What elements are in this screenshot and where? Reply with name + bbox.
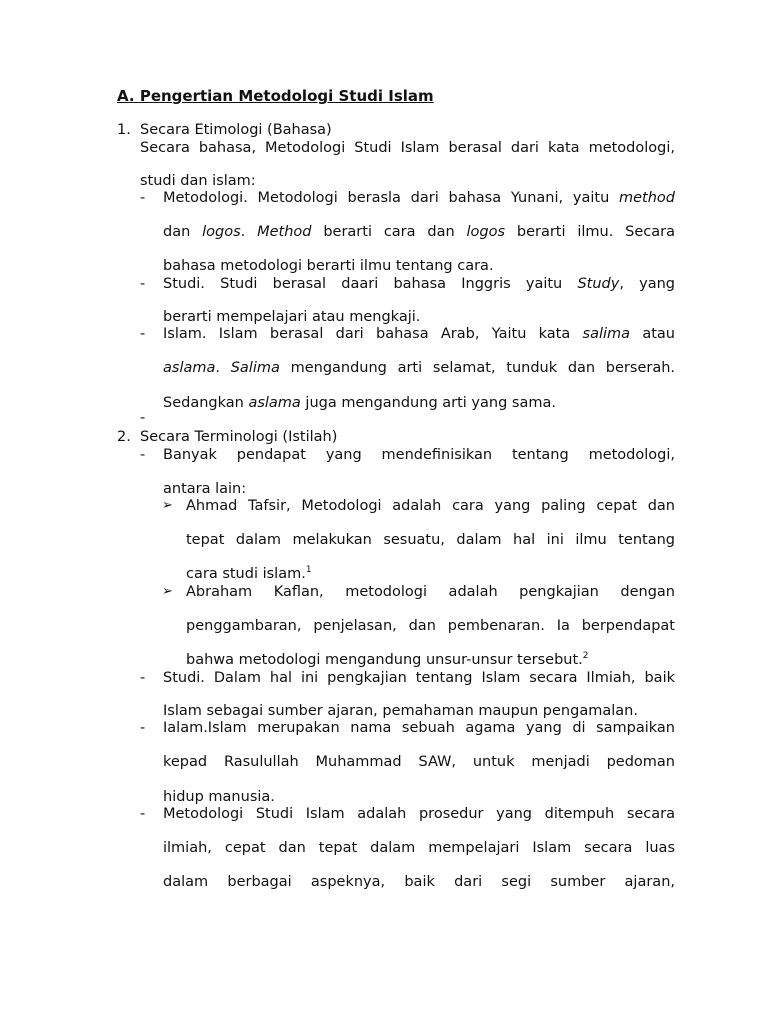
list-item-line: bahwa metodologi mengandung unsur-unsur tersebut.$^2$ [186, 651, 589, 668]
list-item-line: Banyak pendapat yang mendefinisikan tentang metodologi, [163, 447, 675, 463]
list-item-line: Metodologi Studi Islam adalah prosedur yang ditempuh secara [163, 806, 675, 822]
arrow-bullet-icon: ➢ [162, 498, 173, 513]
list-item-line: kepad Rasulullah Muhammad SAW, untuk menjadi pedoman [163, 754, 675, 770]
list-number: 2. [117, 429, 131, 445]
heading-title: Pengertian Metodologi Studi Islam [139, 87, 434, 105]
section-heading [117, 87, 434, 105]
heading-letter: A. [117, 87, 135, 105]
bullet-dash: - [140, 190, 146, 206]
list-item-line: Metodologi. Metodologi berasla dari bahasa Yunani, yaitu method [163, 190, 675, 206]
bullet-dash: - [140, 326, 146, 342]
list-item-line: tepat dalam melakukan sesuatu, dalam hal ini ilmu tentang [186, 532, 675, 548]
bullet-dash: - [140, 670, 146, 686]
paragraph-line: studi dan islam: [140, 173, 256, 189]
list-number: 1. [117, 122, 131, 138]
list-item-line: ilmiah, cepat dan tepat dalam mempelajari Islam secara luas [163, 840, 675, 856]
list-item-line: aslama. Salima mengandung arti selamat, tunduk dan berserah. [163, 360, 676, 376]
list-item-line: Studi. Dalam hal ini pengkajian tentang Islam secara Ilmiah, baik [163, 670, 675, 686]
list-item-line: Islam. Islam berasal dari bahasa Arab, Yaitu kata salima atau [163, 326, 675, 342]
bullet-dash: - [140, 806, 146, 822]
subsection-title: Secara Etimologi (Bahasa) [140, 122, 332, 138]
list-item-line: Islam sebagai sumber ajaran, pemahaman maupun pengamalan. [163, 703, 638, 719]
paragraph-line: Secara bahasa, Metodologi Studi Islam berasal dari kata metodologi, [140, 140, 675, 156]
list-item-line: cara studi islam.$^1$ [186, 565, 312, 582]
footnote-ref: 1 [305, 565, 312, 575]
bullet-dash: - [140, 720, 146, 736]
subsection-title: Secara Terminologi (Istilah) [140, 429, 338, 445]
bullet-dash: - [140, 276, 146, 292]
list-item-line: bahasa metodologi berarti ilmu tentang cara. [163, 258, 494, 274]
list-item-line: Studi. Studi berasal daari bahasa Inggris yaitu Study, yang [163, 276, 675, 292]
list-item-line: antara lain: [163, 481, 247, 497]
arrow-bullet-icon: ➢ [162, 584, 173, 599]
list-item-line: dan logos. Method berarti cara dan logos berarti ilmu. Secara [163, 224, 676, 240]
list-item-line: Abraham Kaflan, metodologi adalah pengkajian dengan [186, 584, 675, 600]
list-item-line: dalam berbagai aspeknya, baik dari segi sumber ajaran, [163, 874, 675, 890]
list-item-line: hidup manusia. [163, 789, 275, 805]
list-item-line: berarti mempelajari atau mengkaji. [163, 309, 421, 325]
bullet-dash: - [140, 447, 146, 463]
list-item-line: penggambaran, penjelasan, dan pembenaran. Ia berpendapat [186, 618, 675, 634]
bullet-dash: - [140, 410, 146, 426]
list-item-line: Sedangkan aslama juga mengandung arti yang sama. [163, 395, 556, 411]
footnote-ref: 2 [582, 651, 589, 661]
list-item-line: Ahmad Tafsir, Metodologi adalah cara yang paling cepat dan [186, 498, 675, 514]
list-item-line: Ialam.Islam merupakan nama sebuah agama yang di sampaikan [163, 720, 675, 736]
